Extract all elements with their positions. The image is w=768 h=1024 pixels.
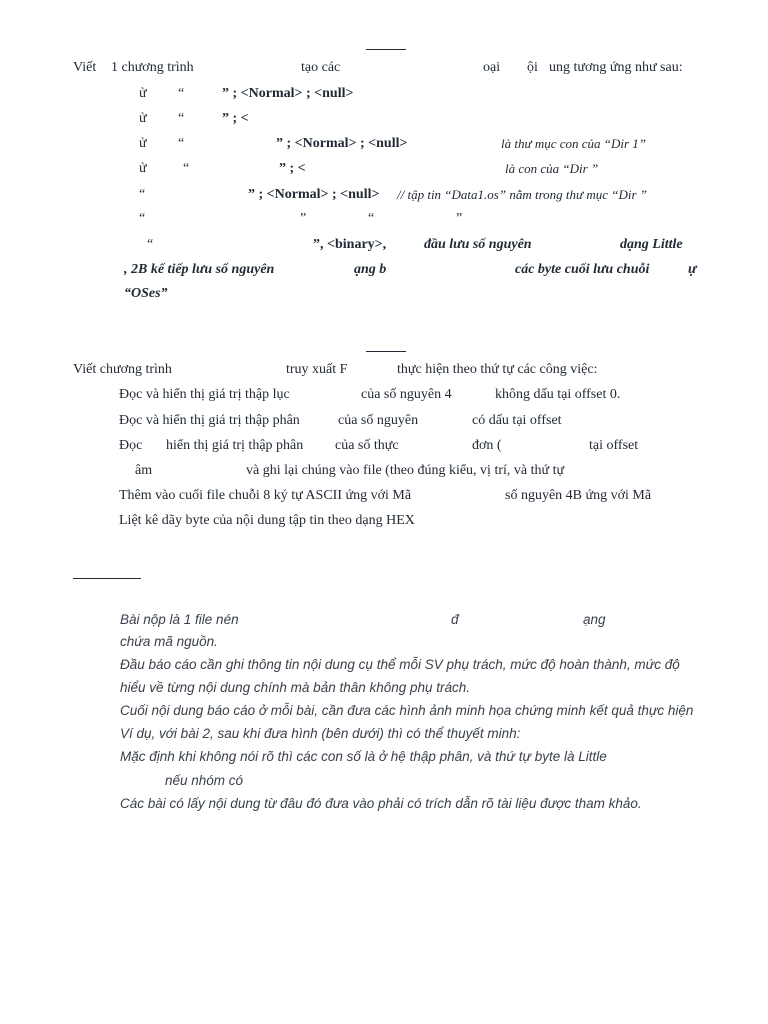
t2-b: của số nguyên bbox=[338, 413, 419, 428]
note-6: Ví dụ, với bài 2, sau khi đưa hình (bên dưới) thì có thể thuyết minh: bbox=[120, 726, 521, 741]
l3-d: là thư mục con của “Dir 1” bbox=[501, 136, 647, 151]
l6-d: “ bbox=[368, 211, 375, 226]
s1-intro-c: tạo các bbox=[301, 60, 341, 75]
note-2: chứa mã nguồn. bbox=[120, 634, 218, 649]
bin-a: “ bbox=[147, 237, 154, 252]
section2-heading-rule bbox=[366, 351, 406, 352]
l4-b: “ bbox=[183, 161, 190, 176]
l2-a: ử bbox=[139, 111, 147, 126]
l6-b: “ bbox=[139, 211, 146, 226]
t6-a: Liệt kê dãy byte của nội dung tập tin theo dạng HEX bbox=[119, 513, 415, 528]
t3-d: đơn ( bbox=[472, 438, 502, 453]
l6-e: ” bbox=[456, 211, 463, 226]
bin-b: ”, <binary>, bbox=[313, 237, 387, 252]
note-4: hiểu về từng nội dung chính mà bản thân không phụ trách. bbox=[120, 680, 471, 695]
t1-b: của số nguyên 4 bbox=[361, 387, 452, 402]
bin-f: ạng b bbox=[354, 262, 387, 277]
t3-a: Đọc bbox=[119, 438, 143, 453]
note-1b: đ bbox=[451, 612, 459, 627]
t5-b: số nguyên 4B ứng với Mã bbox=[505, 488, 652, 503]
l5-d: // tập tin “Data1.os” nằm trong thư mục “Dir ” bbox=[397, 187, 648, 202]
t5-a: Thêm vào cuối file chuỗi 8 ký tự ASCII ứng với Mã bbox=[119, 488, 412, 503]
t1-a: Đọc và hiển thị giá trị thập lục bbox=[119, 387, 290, 402]
l1-c: ” ; <Normal> ; <null> bbox=[222, 86, 354, 101]
l4-c: ” ; < bbox=[279, 161, 306, 176]
l2-c: ” ; < bbox=[222, 111, 249, 126]
note-3: Đầu báo cáo cần ghi thông tin nội dung cụ thể mỗi SV phụ trách, mức độ hoàn thành, mức độ bbox=[120, 657, 680, 672]
s1-intro-d: oại bbox=[483, 60, 501, 75]
l4-a: ử bbox=[139, 161, 147, 176]
note-1a: Bài nộp là 1 file nén bbox=[120, 612, 239, 627]
l3-c: ” ; <Normal> ; <null> bbox=[276, 136, 408, 151]
bin-e: , 2B kế tiếp lưu số nguyên bbox=[124, 262, 275, 277]
l5-b: “ bbox=[139, 187, 146, 202]
s1-intro-b: 1 chương trình bbox=[111, 60, 194, 75]
t4-a: âm bbox=[135, 463, 153, 478]
note-7: Mặc định khi không nói rõ thì các con số là ở hệ thập phân, và thứ tự byte là Little bbox=[120, 749, 607, 764]
l1-a: ử bbox=[139, 86, 147, 101]
l6-c: ” bbox=[300, 211, 307, 226]
note-9: Các bài có lấy nội dung từ đâu đó đưa vào phải có trích dẫn rõ tài liệu được tham khảo. bbox=[120, 796, 642, 811]
l2-b: “ bbox=[178, 111, 185, 126]
note-1c: ạng bbox=[583, 612, 606, 627]
l1-b: “ bbox=[178, 86, 185, 101]
t2-c: có dấu tại offset bbox=[472, 413, 562, 428]
l3-b: “ bbox=[178, 136, 185, 151]
l4-d: là con của “Dir ” bbox=[505, 161, 599, 176]
note-5: Cuối nội dung báo cáo ở mỗi bài, cần đưa các hình ảnh minh họa chứng minh kết quả thực hiện bbox=[120, 703, 694, 718]
t4-b: và ghi lại chúng vào file (theo đúng kiểu, vị trí, và thứ tự bbox=[246, 463, 565, 478]
s1-intro-e: ội bbox=[527, 60, 538, 75]
l5-c: ” ; <Normal> ; <null> bbox=[248, 187, 380, 202]
bin-h: ự bbox=[688, 262, 697, 277]
s2-intro-c: thực hiện theo thứ tự các công việc: bbox=[397, 362, 598, 377]
note-8: nếu nhóm có bbox=[165, 773, 244, 788]
t1-c: không dấu tại offset 0. bbox=[495, 387, 621, 402]
s2-intro-a: Viết chương trình bbox=[73, 362, 172, 377]
bin-c: đầu lưu số nguyên bbox=[424, 237, 532, 252]
t3-c: của số thực bbox=[335, 438, 399, 453]
t3-e: tại offset bbox=[589, 438, 639, 453]
bin-g: các byte cuối lưu chuỗi bbox=[515, 262, 650, 277]
t3-b: hiển thị giá trị thập phân bbox=[166, 438, 304, 453]
t2-a: Đọc và hiển thị giá trị thập phân bbox=[119, 413, 300, 428]
s1-intro-f: ung tương ứng như sau: bbox=[549, 60, 683, 75]
bin-i: “OSes” bbox=[124, 286, 168, 301]
notes-heading-rule bbox=[73, 578, 141, 579]
section1-heading-rule bbox=[366, 49, 406, 50]
l3-a: ử bbox=[139, 136, 147, 151]
s2-intro-b: truy xuất F bbox=[286, 362, 348, 377]
s1-intro-a: Viết bbox=[73, 60, 97, 75]
bin-d: dạng Little bbox=[620, 237, 683, 252]
